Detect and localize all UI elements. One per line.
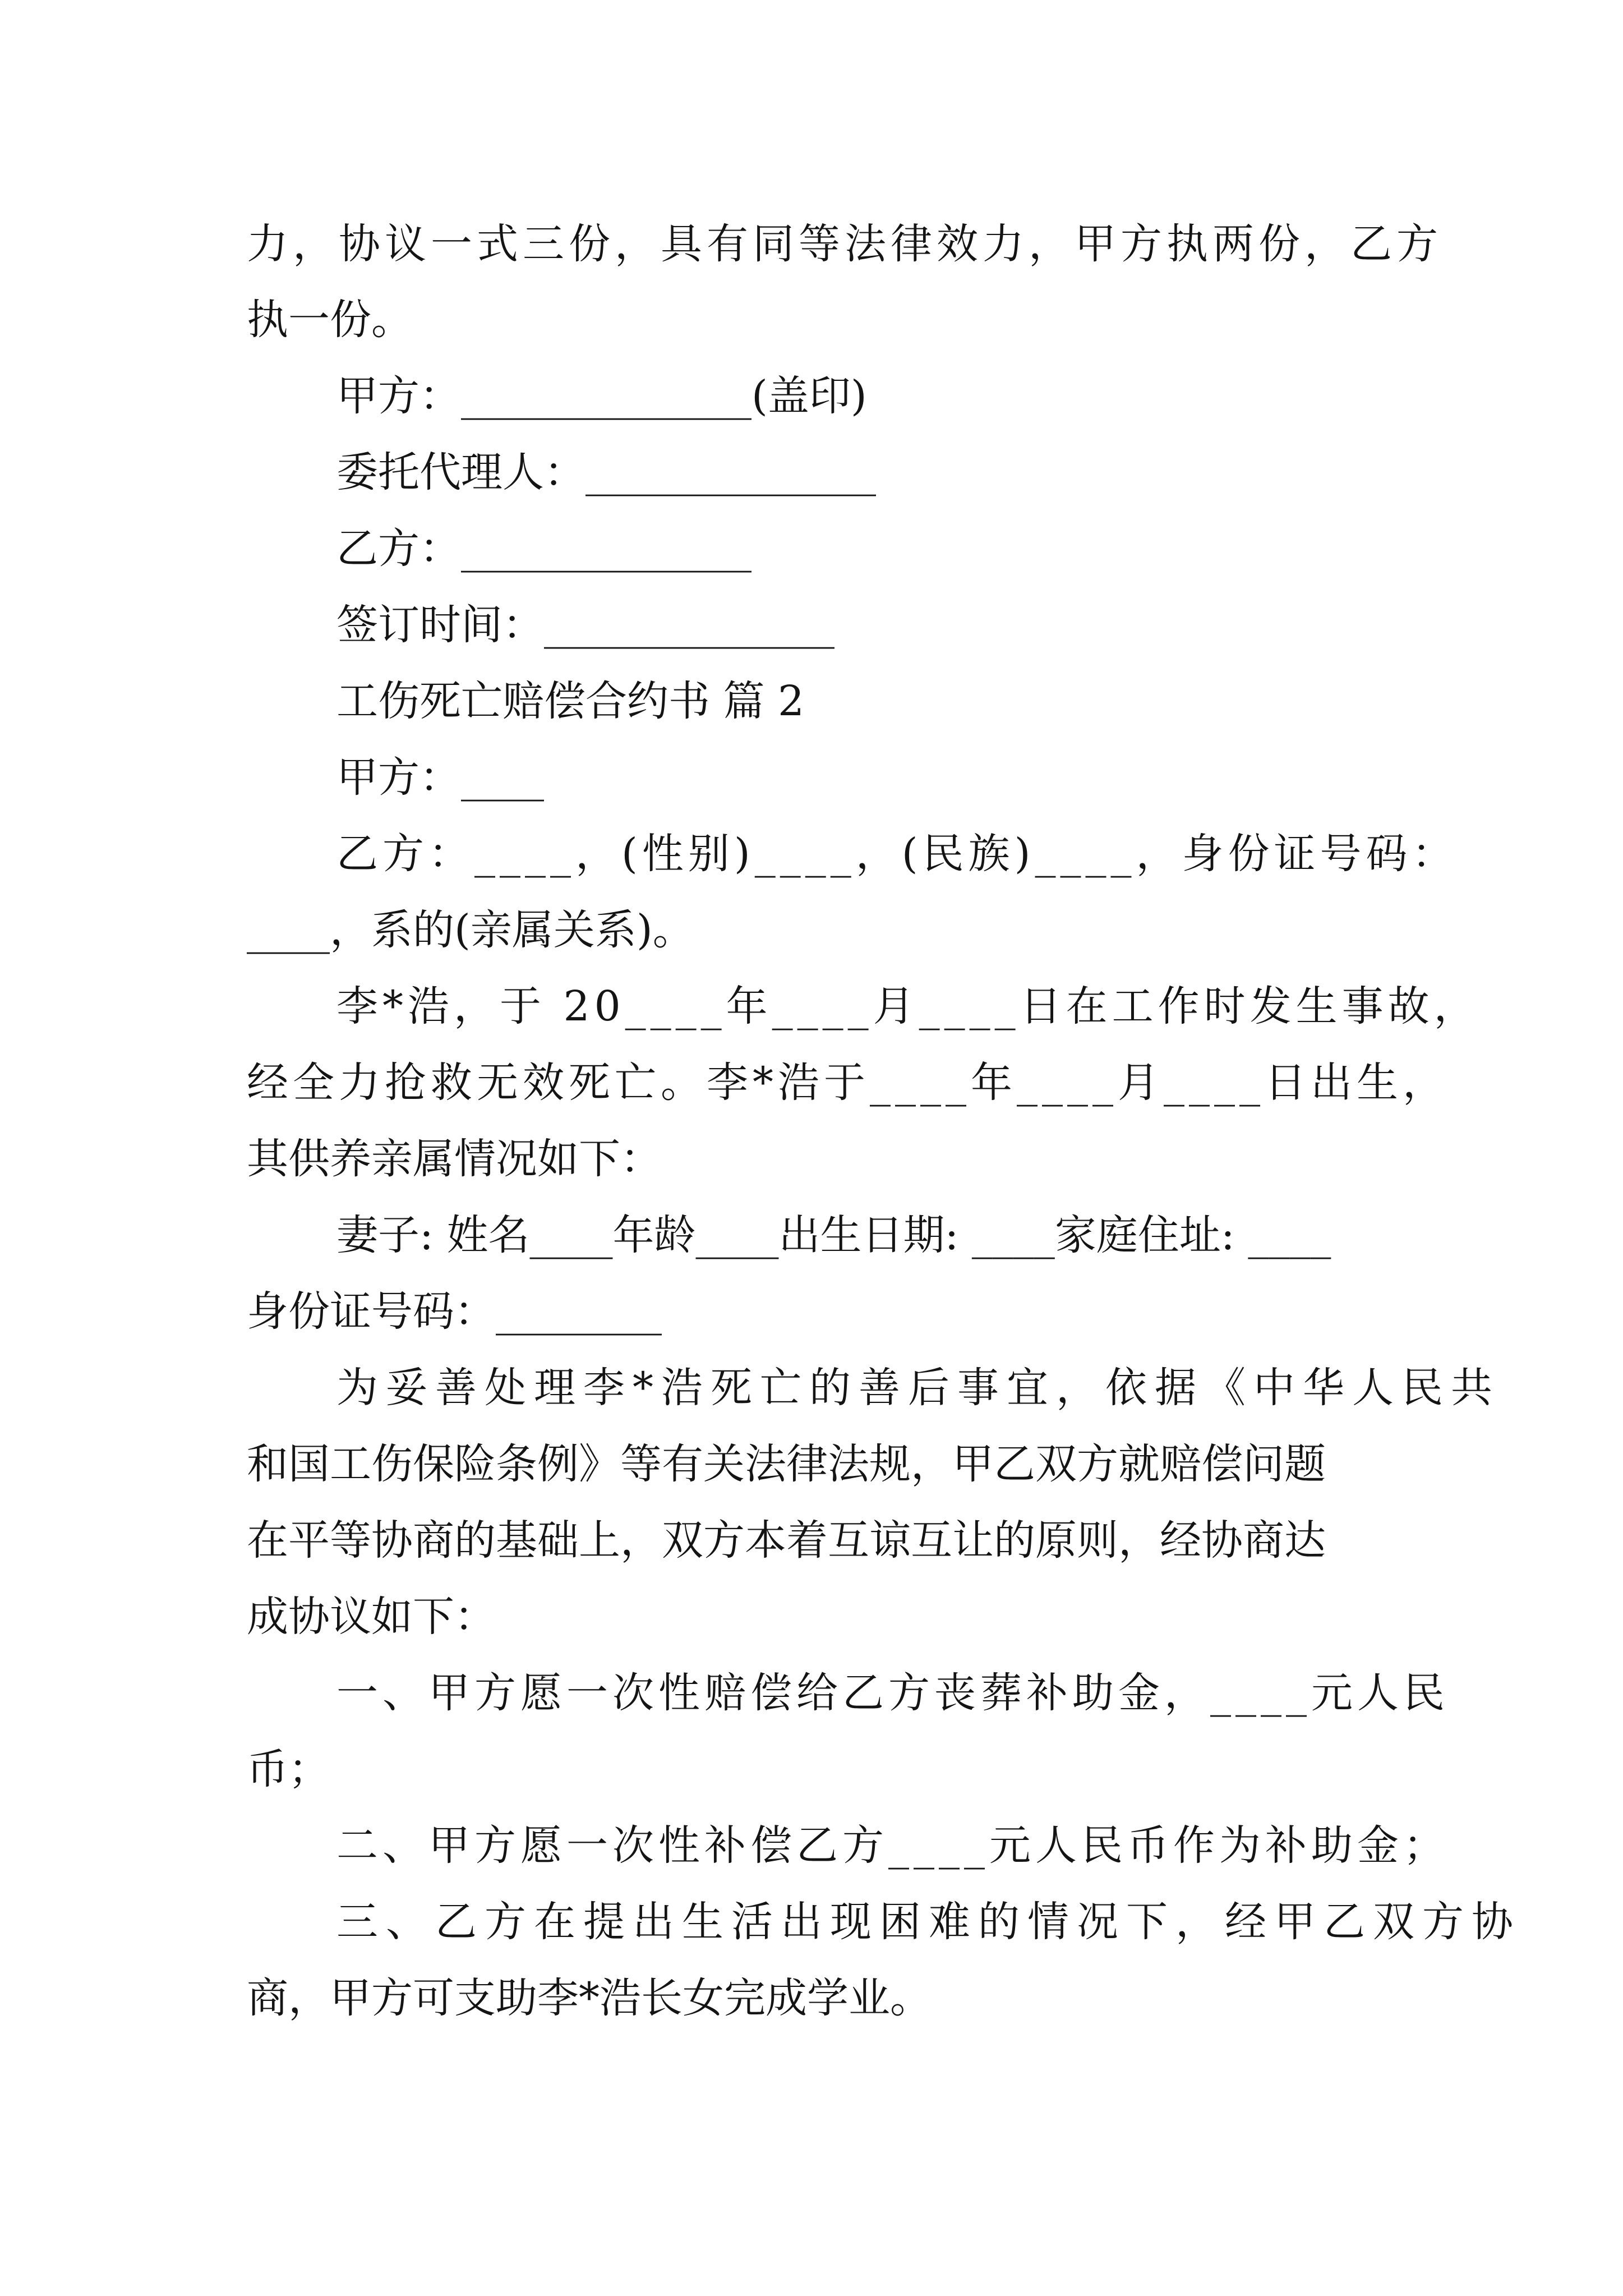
signature-date: 签订时间：______________ [336,601,834,649]
section-heading: 工伤死亡赔偿合约书 篇 2 [336,677,805,725]
agreement-basis-line-4: 成协议如下： [247,1593,496,1641]
accident-line-1: 李*浩，于 20____年____月____日在工作时发生事故， [336,982,1480,1030]
agreement-basis-line-3: 在平等协商的基础上，双方本着互谅互让的原则，经协商达 [247,1516,1326,1565]
spouse-info-line: 妻子: 姓名____年龄____出生日期: ____家庭住址: ____ [336,1211,1331,1259]
paragraph-line-2: 执一份。 [247,296,413,344]
clause-3-line-1: 三、乙方在提出生活出现困难的情况下，经甲乙双方协 [336,1898,1521,1946]
agreement-basis-line-1: 为妥善处理李*浩死亡的善后事宜，依据《中华人民共 [336,1364,1500,1412]
party-b-line-continued: ____，系的(亲属关系)。 [247,906,694,954]
accident-line-3: 其供养亲属情况如下： [247,1135,662,1183]
signature-party-a: 甲方：______________(盖印) [336,372,867,420]
signature-party-b: 乙方：______________ [336,524,751,573]
spouse-id-line: 身份证号码：________ [247,1287,662,1336]
accident-line-2: 经全力抢救无效死亡。李*浩于____年____月____日出生， [247,1059,1449,1107]
signature-agent: 委托代理人：______________ [336,448,876,496]
clause-1-line-2: 币； [247,1745,330,1793]
agreement-basis-line-2: 和国工伤保险条例》等有关法律法规，甲乙双方就赔偿问题 [247,1440,1326,1488]
paragraph-line-1: 力，协议一式三份，具有同等法律效力，甲方执两份，乙方 [247,220,1442,268]
party-b-line: 乙方：____，(性别)____，(民族)____，身份证号码： [336,830,1458,878]
clause-1-line-1: 一、甲方愿一次性赔偿给乙方丧葬补助金，____元人民 [336,1669,1449,1717]
clause-2: 二、甲方愿一次性补偿乙方____元人民币作为补助金； [336,1821,1449,1870]
party-a-line: 甲方：____ [336,753,544,802]
clause-3-line-2: 商，甲方可支助李*浩长女完成学业。 [247,1974,932,2022]
